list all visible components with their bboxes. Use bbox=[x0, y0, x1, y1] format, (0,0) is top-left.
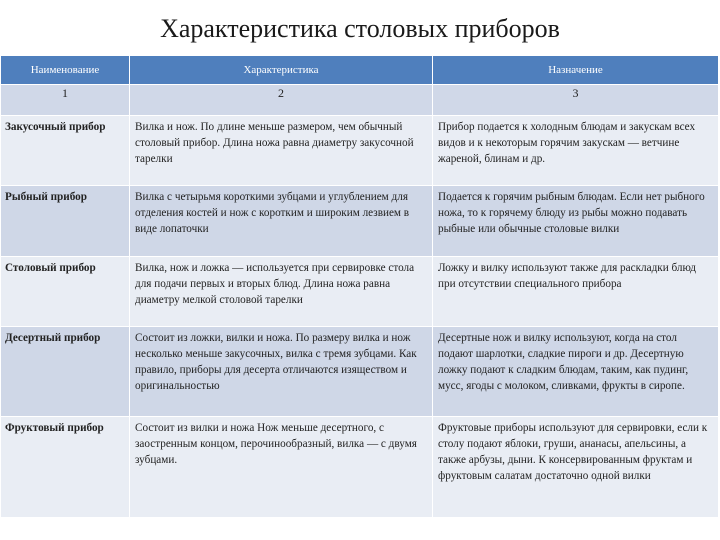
header-characteristic: Характеристика bbox=[130, 56, 433, 85]
row-characteristic: Вилка с четырьмя короткими зубцами и углублением для отделения костей и нож с коротким и широким лезвием в виде лопаточки bbox=[130, 186, 433, 257]
table-row bbox=[1, 116, 719, 186]
row-characteristic: Состоит из вилки и ножа Нож меньше десертного, с заостренным концом, перочинообразный, вилка — с двумя зубцами. bbox=[130, 417, 433, 518]
header-purpose: Назначение bbox=[433, 56, 719, 85]
row-purpose: Подается к горячим рыбным блюдам. Если нет рыбного ножа, то к горячему блюду из рыбы можно подавать рыбные или обычные столовые вилки bbox=[433, 186, 719, 257]
row-name: Столовый прибор bbox=[1, 257, 130, 327]
header-row bbox=[1, 56, 719, 85]
row-purpose: Десертные нож и вилку используют, когда на стол подают шарлотки, сладкие пироги и др. Десертную ложку подают к сладким блюдам, таким, как пудинг, мусс, ягоды с молоком, сливками, фрукты в сиропе. bbox=[433, 327, 719, 417]
table-row bbox=[1, 186, 719, 257]
row-name: Закусочный прибор bbox=[1, 116, 130, 186]
row-purpose: Прибор подается к холодным блюдам и закускам всех видов и к некоторым горячим закускам — ветчине жареной, блинам и др. bbox=[433, 116, 719, 186]
row-name: Фруктовый прибор bbox=[1, 417, 130, 518]
cutlery-table bbox=[0, 55, 719, 518]
row-purpose: Ложку и вилку используют также для раскладки блюд при отсутствии специального прибора bbox=[433, 257, 719, 327]
table-row bbox=[1, 327, 719, 417]
row-name: Рыбный прибор bbox=[1, 186, 130, 257]
column-number: 1 bbox=[1, 85, 130, 116]
row-characteristic: Состоит из ложки, вилки и ножа. По размеру вилка и нож несколько меньше закусочных, вилка с тремя зубцами. Как правило, приборы для десерта отличаются изяществом и оригинальностью bbox=[130, 327, 433, 417]
row-purpose: Фруктовые приборы используют для сервировки, если к столу подают яблоки, груши, ананасы, апельсины, а также арбузы, дыни. К консервированным фруктам и фруктовым салатам достаточно одной вилки bbox=[433, 417, 719, 518]
column-number: 2 bbox=[130, 85, 433, 116]
header-name: Наименование bbox=[1, 56, 130, 85]
row-name: Десертный прибор bbox=[1, 327, 130, 417]
column-number: 3 bbox=[433, 85, 719, 116]
page-title: Характеристика столовых приборов bbox=[160, 14, 560, 43]
table-row bbox=[1, 257, 719, 327]
row-characteristic: Вилка и нож. По длине меньше размером, чем обычный столовый прибор. Длина ножа равна диаметру закусочной тарелки bbox=[130, 116, 433, 186]
column-number-row bbox=[1, 85, 719, 116]
row-characteristic: Вилка, нож и ложка — используется при сервировке стола для подачи первых и вторых блюд. Длина ножа равна диаметру мелкой столовой тарелки bbox=[130, 257, 433, 327]
table-row bbox=[1, 417, 719, 518]
